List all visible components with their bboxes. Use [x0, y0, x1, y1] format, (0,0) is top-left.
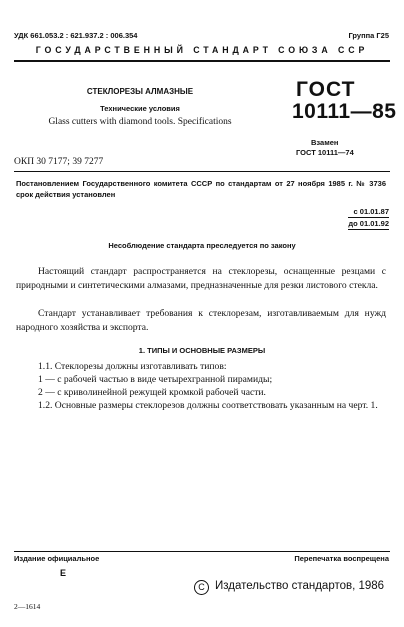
paragraph-types: 1.1. Стеклорезы должны изготавливать типов:: [38, 361, 227, 372]
paragraph-dimensions: 1.2. Основные размеры стеклорезов должны соответствовать указанным на черт. 1.: [38, 400, 378, 411]
document-subtitle-ru: Технические условия: [100, 104, 180, 113]
copyright-text: Издательство стандартов, 1986: [215, 580, 385, 592]
state-standard-heading: ГОСУДАРСТВЕННЫЙ СТАНДАРТ СОЮЗА ССР: [35, 45, 369, 55]
paragraph-scope: Настоящий стандарт распространяется на стеклорезы, оснащенные резцами с природными и синтетическими алмазами, предназначенные для резки листового стекла.: [16, 266, 386, 291]
list-item-type-2: 2 — с криволинейной режущей кромкой рабочей части.: [38, 387, 266, 398]
edition-letter: Е: [60, 568, 67, 578]
gost-number: 10111—85: [292, 100, 397, 123]
valid-to-date: до 01.01.92: [348, 219, 389, 228]
group-code: Группа Г25: [348, 31, 389, 40]
validity-dates: [348, 206, 389, 230]
udk-code: УДК 661.053.2 : 621.937.2 : 006.354: [14, 31, 138, 40]
official-edition-label: Издание официальное: [14, 554, 100, 563]
footer-rule: [14, 551, 390, 552]
gost-label: ГОСТ: [296, 78, 356, 101]
list-item-type-1: 1 — с рабочей частью в виде четырехгранной пирамиды;: [38, 374, 273, 385]
paragraph-requirements: Стандарт устанавливает требования к стеклорезам, изготавливаемым для нужд народного хозяйства и экспорта.: [16, 308, 386, 333]
law-notice: Несоблюдение стандарта преследуется по закону: [108, 241, 296, 250]
section-title: 1. ТИПЫ И ОСНОВНЫЕ РАЗМЕРЫ: [138, 346, 266, 355]
copyright-icon: C: [194, 580, 209, 595]
document-title-ru: СТЕКЛОРЕЗЫ АЛМАЗНЫЕ: [86, 87, 194, 96]
document-title-en: Glass cutters with diamond tools. Specifications: [48, 117, 232, 127]
valid-from-date: с 01.01.87: [348, 206, 389, 218]
reprint-prohibited-label: Перепечатка воспрещена: [294, 554, 389, 563]
print-code: 2—1614: [14, 602, 41, 611]
replaces-label: Взамен: [311, 138, 339, 147]
decree-text: Постановлением Государственного комитета СССР по стандартам от 27 ноября 1985 г. № 3736 срок действия установлен: [16, 179, 386, 199]
header-rule: [14, 60, 390, 62]
copyright-line: [194, 580, 384, 595]
middle-rule: [14, 171, 390, 172]
okp-code: ОКП 30 7177; 39 7277: [14, 157, 104, 167]
replaces-value: ГОСТ 10111—74: [296, 148, 354, 157]
